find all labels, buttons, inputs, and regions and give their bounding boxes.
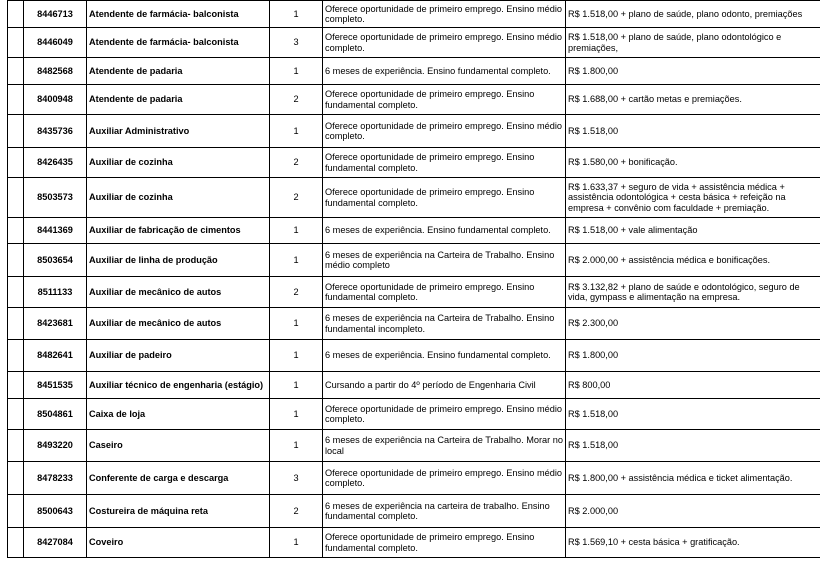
job-title: Auxiliar de padeiro (87, 340, 270, 372)
salary-benefits: R$ 1.518,00 (566, 430, 820, 462)
table-row (8, 340, 820, 372)
requirements: Oferece oportunidade de primeiro emprego. Ensino fundamental completo. (323, 85, 566, 115)
vacancy-count: 1 (270, 372, 323, 399)
vacancy-code: 8478233 (24, 462, 87, 495)
vacancy-count: 1 (270, 340, 323, 372)
requirements: Oferece oportunidade de primeiro emprego. Ensino médio completo. (323, 462, 566, 495)
requirements: 6 meses de experiência. Ensino fundamental completo. (323, 340, 566, 372)
table-row (8, 495, 820, 528)
vacancy-count: 2 (270, 85, 323, 115)
vacancy-code: 8493220 (24, 430, 87, 462)
table-row (8, 430, 820, 462)
job-title: Auxiliar de fabricação de cimentos (87, 218, 270, 244)
vacancy-code: 8423681 (24, 308, 87, 340)
job-title: Caixa de loja (87, 399, 270, 430)
requirements: 6 meses de experiência. Ensino fundamental completo. (323, 58, 566, 85)
salary-benefits: R$ 2.000,00 + assistência médica e bonificações. (566, 244, 820, 277)
job-title: Coveiro (87, 528, 270, 558)
vacancy-code: 8503573 (24, 178, 87, 218)
table-row (8, 1, 820, 28)
salary-benefits: R$ 2.000,00 (566, 495, 820, 528)
vacancy-code: 8435736 (24, 115, 87, 148)
row-margin-cell (8, 28, 24, 58)
job-title: Atendente de padaria (87, 85, 270, 115)
requirements: Oferece oportunidade de primeiro emprego. Ensino fundamental completo. (323, 277, 566, 308)
vacancy-count: 1 (270, 244, 323, 277)
row-margin-cell (8, 372, 24, 399)
row-margin-cell (8, 277, 24, 308)
row-margin-cell (8, 528, 24, 558)
vacancy-code: 8441369 (24, 218, 87, 244)
vacancy-code: 8504861 (24, 399, 87, 430)
requirements: 6 meses de experiência na Carteira de Trabalho. Ensino médio completo (323, 244, 566, 277)
job-title: Atendente de padaria (87, 58, 270, 85)
vacancy-count: 1 (270, 1, 323, 28)
vacancy-code: 8400948 (24, 85, 87, 115)
salary-benefits: R$ 1.518,00 (566, 399, 820, 430)
row-margin-cell (8, 340, 24, 372)
vacancy-count: 3 (270, 462, 323, 495)
row-margin-cell (8, 148, 24, 178)
salary-benefits: R$ 3.132,82 + plano de saúde e odontológico, seguro de vida, gympass e alimentação na empresa. (566, 277, 820, 308)
vacancy-count: 1 (270, 58, 323, 85)
table-row (8, 85, 820, 115)
salary-benefits: R$ 1.633,37 + seguro de vida + assistência médica + assistência odontológica + cesta básica + refeição na empresa + convênio com faculdade + premiação. (566, 178, 820, 218)
row-margin-cell (8, 115, 24, 148)
requirements: Cursando a partir do 4º período de Engenharia Civil (323, 372, 566, 399)
vacancy-code: 8426435 (24, 148, 87, 178)
job-vacancies-table (7, 0, 820, 558)
row-margin-cell (8, 462, 24, 495)
vacancy-code: 8446713 (24, 1, 87, 28)
requirements: Oferece oportunidade de primeiro emprego. Ensino fundamental completo. (323, 148, 566, 178)
row-margin-cell (8, 178, 24, 218)
job-title: Atendente de farmácia- balconista (87, 28, 270, 58)
table-row (8, 462, 820, 495)
job-title: Auxiliar de cozinha (87, 148, 270, 178)
salary-benefits: R$ 1.800,00 (566, 58, 820, 85)
vacancy-code: 8511133 (24, 277, 87, 308)
salary-benefits: R$ 1.800,00 (566, 340, 820, 372)
table-row (8, 372, 820, 399)
salary-benefits: R$ 800,00 (566, 372, 820, 399)
row-margin-cell (8, 85, 24, 115)
salary-benefits: R$ 1.688,00 + cartão metas e premiações. (566, 85, 820, 115)
table-row (8, 277, 820, 308)
job-title: Conferente de carga e descarga (87, 462, 270, 495)
vacancy-count: 3 (270, 28, 323, 58)
vacancy-code: 8482641 (24, 340, 87, 372)
vacancy-code: 8500643 (24, 495, 87, 528)
vacancy-count: 1 (270, 399, 323, 430)
requirements: Oferece oportunidade de primeiro emprego. Ensino médio completo. (323, 115, 566, 148)
row-margin-cell (8, 399, 24, 430)
table-row (8, 528, 820, 558)
salary-benefits: R$ 1.800,00 + assistência médica e ticket alimentação. (566, 462, 820, 495)
table-row (8, 218, 820, 244)
table-body (8, 1, 820, 558)
vacancy-count: 1 (270, 430, 323, 462)
requirements: Oferece oportunidade de primeiro emprego. Ensino médio completo. (323, 399, 566, 430)
row-margin-cell (8, 244, 24, 277)
vacancy-code: 8503654 (24, 244, 87, 277)
row-margin-cell (8, 218, 24, 244)
requirements: Oferece oportunidade de primeiro emprego. Ensino fundamental completo. (323, 178, 566, 218)
salary-benefits: R$ 1.580,00 + bonificação. (566, 148, 820, 178)
table-row (8, 244, 820, 277)
salary-benefits: R$ 1.569,10 + cesta básica + gratificação. (566, 528, 820, 558)
vacancy-count: 1 (270, 218, 323, 244)
requirements: Oferece oportunidade de primeiro emprego. Ensino médio completo. (323, 28, 566, 58)
requirements: Oferece oportunidade de primeiro emprego. Ensino médio completo. (323, 1, 566, 28)
salary-benefits: R$ 1.518,00 (566, 115, 820, 148)
job-title: Auxiliar de linha de produção (87, 244, 270, 277)
table-row (8, 178, 820, 218)
row-margin-cell (8, 1, 24, 28)
salary-benefits: R$ 1.518,00 + plano de saúde, plano odontológico e premiações, (566, 28, 820, 58)
job-title: Auxiliar de cozinha (87, 178, 270, 218)
salary-benefits: R$ 1.518,00 + vale alimentação (566, 218, 820, 244)
requirements: Oferece oportunidade de primeiro emprego. Ensino fundamental completo. (323, 528, 566, 558)
table-row (8, 308, 820, 340)
vacancy-code: 8427084 (24, 528, 87, 558)
salary-benefits: R$ 2.300,00 (566, 308, 820, 340)
vacancy-code: 8446049 (24, 28, 87, 58)
job-title: Auxiliar de mecânico de autos (87, 277, 270, 308)
requirements: 6 meses de experiência na carteira de trabalho. Ensino fundamental completo. (323, 495, 566, 528)
vacancy-count: 2 (270, 178, 323, 218)
job-title: Auxiliar de mecânico de autos (87, 308, 270, 340)
salary-benefits: R$ 1.518,00 + plano de saúde, plano odonto, premiações (566, 1, 820, 28)
requirements: 6 meses de experiência na Carteira de Trabalho. Morar no local (323, 430, 566, 462)
vacancy-count: 2 (270, 148, 323, 178)
job-title: Atendente de farmácia- balconista (87, 1, 270, 28)
requirements: 6 meses de experiência. Ensino fundamental completo. (323, 218, 566, 244)
table-row (8, 28, 820, 58)
vacancy-count: 2 (270, 277, 323, 308)
row-margin-cell (8, 58, 24, 85)
vacancy-count: 1 (270, 115, 323, 148)
table-row (8, 148, 820, 178)
job-title: Caseiro (87, 430, 270, 462)
table-row (8, 115, 820, 148)
vacancy-code: 8451535 (24, 372, 87, 399)
row-margin-cell (8, 308, 24, 340)
job-title: Auxiliar Administrativo (87, 115, 270, 148)
requirements: 6 meses de experiência na Carteira de Trabalho. Ensino fundamental incompleto. (323, 308, 566, 340)
vacancy-count: 1 (270, 308, 323, 340)
row-margin-cell (8, 495, 24, 528)
job-title: Auxiliar técnico de engenharia (estágio) (87, 372, 270, 399)
vacancy-count: 1 (270, 528, 323, 558)
job-title: Costureira de máquina reta (87, 495, 270, 528)
row-margin-cell (8, 430, 24, 462)
table-row (8, 58, 820, 85)
vacancy-count: 2 (270, 495, 323, 528)
table-row (8, 399, 820, 430)
vacancy-code: 8482568 (24, 58, 87, 85)
